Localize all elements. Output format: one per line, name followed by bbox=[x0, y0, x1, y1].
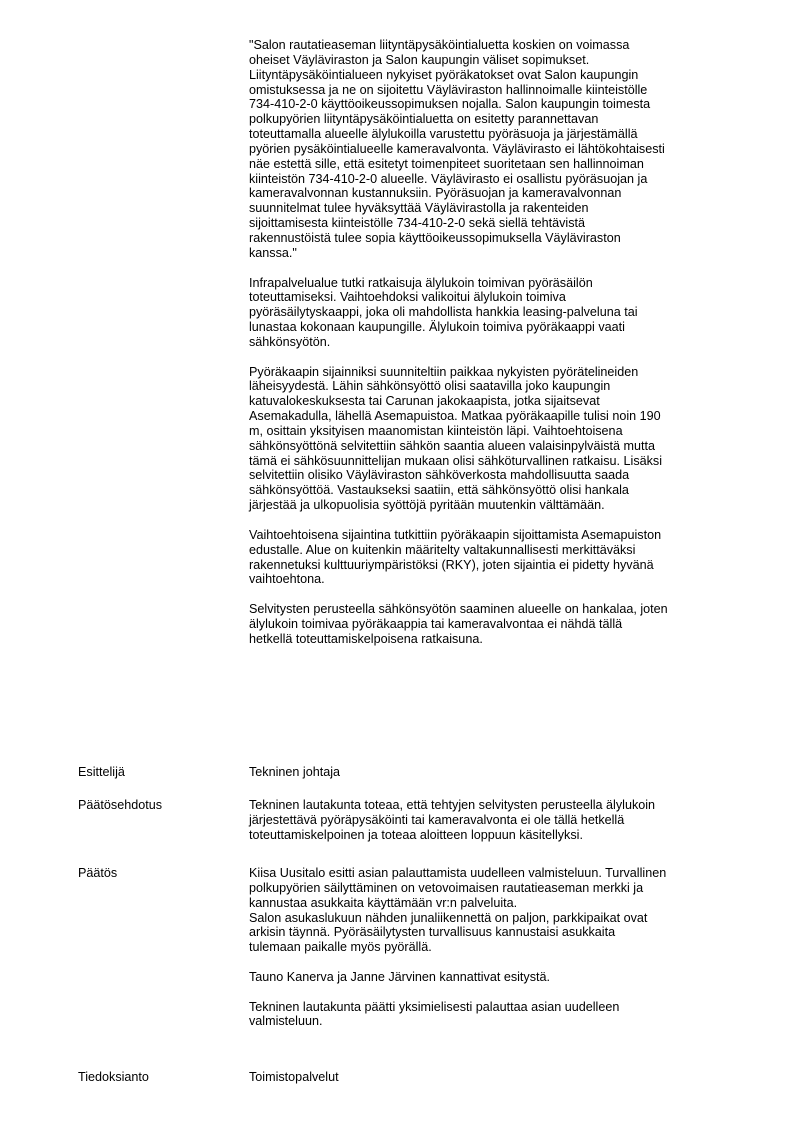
paragraph-spacer bbox=[249, 587, 749, 602]
section-content-paatos: Kiisa Uusitalo esitti asian palauttamista uudelleen valmisteluun. Turvallinen polkupyörien säilyttäminen on vetovoimaisen rautatieaseman merkki ja kannustaa asukkaita käyttämään vr:n palveluita. Salon asukaslukuun nähden junaliikennettä on paljon, parkkipaikat ovat arkisin täynnä. Pyöräsäilytysten turvallisuus kannustaisi asukkaita tulemaan paikalle myös pyörällä. Tauno Kanerva ja Janne Järvinen kannattivat esitystä. Tekninen lautakunta päätti yksimielisesti palauttaa asian uudelleen valmisteluun. bbox=[249, 866, 769, 1029]
section-content-paatosehdotus: Tekninen lautakunta toteaa, että tehtyjen selvitysten perusteella älylukoin järjestettävä pyöräpysäköinti tai kameravalvonta ei ole tällä hetkellä toteuttamiskelpoinen ja toteaa aloitteen loppuun käsitellyksi. bbox=[249, 798, 656, 842]
paragraph-location-power: Pyöräkaapin sijainniksi suunniteltiin paikkaa nykyisten pyörätelineiden läheisyydestä. Lähin sähkönsyöttö olisi saatavilla joko kaupungin katuvalokeskuksesta tai Carunan jakokaapista, jotka sijaitsevat Asemakadulla, lähellä Asemapuistoa. Matkaa pyöräkaapille tulisi noin 190 m, osittain yksityisen maanomistan kiinteistön läpi. Vaihtoehtoisena sähkönsyöttönä selvitettiin sähkön saantia alueen valaisinpylväistä mutta tämä ei sähkösuunnittelijan mukaan olisi sähköturvallinen ratkaisu. Lisäksi selvitettiin olisiko Väyläviraston sähköverkosta mahdollisuutta saada sähkönsyöttöä. Vastaukseksi saatiin, että sähkönsyöttö olisi hankala järjestää ja ulkopuolisia syöttöjä pyritään muutenkin välttämään. bbox=[249, 364, 663, 513]
paragraph-spacer bbox=[249, 955, 769, 970]
section-label-paatosehdotus: Päätösehdotus bbox=[78, 798, 163, 812]
paragraph-spacer bbox=[249, 261, 749, 276]
section-label-paatos: Päätös bbox=[78, 866, 118, 880]
paragraph-spacer bbox=[249, 985, 769, 1000]
paragraph-spacer bbox=[249, 513, 749, 528]
section-label-esittelija: Esittelijä bbox=[78, 765, 125, 779]
section-content-esittelija: Tekninen johtaja bbox=[249, 765, 341, 779]
paragraph-alternative-location: Vaihtoehtoisena sijaintina tutkittiin pyöräkaapin sijoittamista Asemapuiston edustalle. Alue on kuitenkin määritelty valtakunnallisesti merkittäväksi rakennetuksi kulttuuriympäristöksi (RKY), joten sijaintia ei pidetty hyvänä vaihtoehtona. bbox=[249, 527, 662, 587]
paragraph-conclusion: Selvitysten perusteella sähkönsyötön saaminen alueelle on hankalaa, joten älylukoin toimivaa pyöräkaappia tai kameravalvontaa ei nähdä tällä hetkellä toteuttamiskelpoisena ratkaisuna. bbox=[249, 602, 668, 646]
intro-text bbox=[249, 38, 749, 647]
paragraph-spacer bbox=[249, 350, 749, 365]
section-label-tiedoksianto: Tiedoksianto bbox=[78, 1070, 149, 1084]
section-content-tiedoksianto: Toimistopalvelut bbox=[249, 1070, 339, 1084]
paragraph-agreement-quote: "Salon rautatieaseman liityntäpysäköintialuetta koskien on voimassa oheiset Väyläviraston ja Salon kaupungin väliset sopimukset. Liityntäpysäköintialueen nykyiset pyöräkatokset ovat Salon kaupungin omistuksessa ja ne on sijoitettu Väyläviraston hallinnoimalle kiinteistölle 734-410-2-0 käyttöoikeussopimuksen nojalla. Salon kaupungin toimesta polkupyörien liityntäpysäköintialuetta on esitetty parannettavan toteuttamalla alueelle älylukoilla varustettu pyöräsuoja ja järjestämällä pyörien pysäköintialueelle kameravalvonta. Väylävirasto ei lähtökohtaisesti näe estettä sille, että esitetyt toimenpiteet suoritetaan sen hallinnoiman kiinteistön 734-410-2-0 alueelle. Väylävirasto ei osallistu pyöräsuojan ja kameravalvonnan kustannuksiin. Pyöräsuojan ja kameravalvonnan suunnitelmat tulee hyväksyttää Väylävirastolla ja rakenteiden sijoittamisesta kiinteistölle 734-410-2-0 sekä siellä tehtävistä rakennustöistä tulee sopia käyttöoikeussopimuksella Väyläviraston kanssa." bbox=[249, 38, 665, 260]
paragraph-infrapalvelualue: Infrapalvelualue tutki ratkaisuja älylukoin toimivan pyöräsäilön toteuttamiseksi. Vaihtoehdoksi valikoitui älylukoin toimiva pyöräsäilytyskaappi, joka oli mahdollista hankkia leasing-palveluna tai lunastaa kokonaan kaupungille. Älylukoin toimiva pyöräkaappi vaati sähkönsyötön. bbox=[249, 275, 638, 349]
